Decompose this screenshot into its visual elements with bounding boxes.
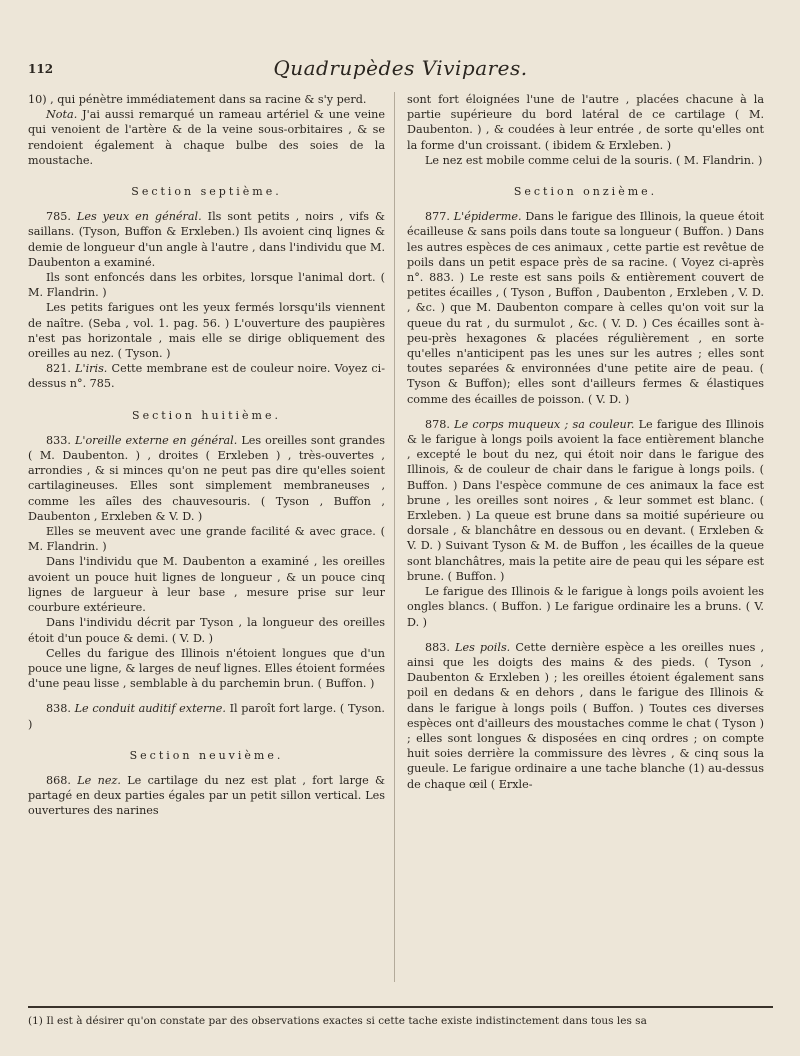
section-heading-11: Section onzième. bbox=[513, 185, 658, 199]
article-785: 785. Les yeux en général. Ils sont petits , noirs , vifs & saillans. (Tyson, Buffon & Erxleben.) Ils avoient cinq lignes & demie de longueur d'un angle à l'autre , dans l'individu que M. Daubenton a examiné. bbox=[28, 210, 385, 269]
article-868: 868. Le nez. Le cartilage du nez est plat , fort large & partagé en deux parties égales par un petit sillon vertical. Les ouvertures des narines bbox=[28, 773, 385, 818]
page-header bbox=[28, 56, 773, 86]
section-heading-9: Section neuvième. bbox=[129, 748, 284, 762]
page-number: 112 bbox=[28, 62, 54, 76]
paragraph: Le nez est mobile comme celui de la souris. ( M. Flandrin. ) bbox=[425, 153, 763, 167]
note-label: Nota. bbox=[46, 108, 78, 122]
article-878: 878. Le corps muqueux ; sa couleur. Le farigue des Illinois & le farigue à longs poils avoient la face entièrement blanche , excepté le bout du nez, qui étoit noir dans le farigue des Illinois, & de couleur de chair dans le farigue à longs poils. ( Buffon. ) Dans l'espèce commune de ces animaux la face est brune , les oreilles sont noires , & leur sommet est blanc. ( Erxleben. ) La queue est brune dans sa moitié supérieure ou dorsale , & blanchâtre en dessous ou en devant. ( Erxleben & V. D. ) Suivant Tyson & M. de Buffon , les écailles de la queue sont blanchâtres, mais la petite aire de peau qui les sépare est brune. ( Buffon. ) bbox=[407, 417, 764, 583]
left-column bbox=[28, 92, 385, 819]
footnote-rule bbox=[28, 1006, 773, 1008]
paragraph: sont fort éloignées l'une de l'autre , placées chacune à la partie supérieure du bord latéral de ce cartilage ( M. Daubenton. ) , & coudées à leur entrée , de sorte qu'elles ont la forme d'un croissant. ( ibidem & Erxleben. ) bbox=[407, 93, 764, 152]
paragraph: Ils sont enfoncés dans les orbites, lorsque l'animal dort. ( M. Flandrin. ) bbox=[28, 271, 385, 300]
paragraph: Les petits farigues ont les yeux fermés lorsqu'ils viennent de naître. (Seba , vol. 1. pag. 56. ) L'ouverture des paupières n'est pas horizontale , mais elle se dirige obliquement des oreilles au nez. ( Tyson. ) bbox=[28, 301, 385, 361]
running-title: Quadrupèdes Vivipares. bbox=[273, 56, 528, 80]
article-883: 883. Les poils. Cette dernière espèce a les oreilles nues , ainsi que les doigts des mains & des pieds. ( Tyson , Daubenton & Erxleben ) ; les oreilles étoient également sans poil en dedans & en dehors , dans le farigue des Illinois & dans le farigue à longs poils ( Buffon. ) Toutes ces diverses espèces ont d'ailleurs des moustaches comme le chat ( Tyson ) ; elles sont longues & disposées en cinq ordres ; on compte huit soies derrière la commissure des lèvres , & cinq sous la gueule. Le farigue ordinaire a une tache blanche (1) au-dessus de chaque œil ( Erxle- bbox=[407, 640, 765, 791]
section-heading-7: Section septième. bbox=[131, 185, 282, 199]
article-838: 838. Le conduit auditif externe. Il paroît fort large. ( Tyson. ) bbox=[28, 702, 385, 731]
note-paragraph: Nota. J'ai aussi remarqué un rameau artériel & une veine qui venoient de l'artère & de la veine sous-orbitaires , & se rendoient également à chaque bulbe des soies de la moustache. bbox=[28, 108, 385, 167]
section-heading-8: Section huitième. bbox=[132, 408, 281, 422]
paragraph: Le farigue des Illinois & le farigue à longs poils avoient les ongles blancs. ( Buffon. ) Le farigue ordinaire les a bruns. ( V. D. ) bbox=[407, 585, 764, 629]
paragraph: Dans l'individu décrit par Tyson , la longueur des oreilles étoit d'un pouce & demi. ( V. D. ) bbox=[28, 616, 385, 645]
article-877: 877. L'épiderme. Dans le farigue des Illinois, la queue étoit écailleuse & sans poils dans toute sa longueur ( Buffon. ) Dans les autres espèces de ces animaux , cette partie est revêtue de poils dans un petit espace près de sa racine. ( Voyez ci-après n°. 883. ) Le reste est sans poils & entièrement couvert de petites écailles , ( Tyson , Buffon , Daubenton , Erxleben , V. D. , &c. ) que M. Daubenton compare à celles qu'on voit sur la queue du rat , du surmulot , &c. ( V. D. ) Ces écailles sont à-peu-près hexagones & placées régulièrement , en sorte qu'elles n'anticipent pas les unes sur les autres ; elles sont toutes separées & environnées d'une petite aire de peau. ( Tyson & Buffon); elles sont d'ailleurs fermes & élastiques comme des écailles de poisson. ( V. D. ) bbox=[407, 210, 764, 406]
article-821: 821. L'iris. Cette membrane est de couleur noire. Voyez ci-dessus n°. 785. bbox=[28, 362, 385, 391]
article-833: 833. L'oreille externe en général. Les oreilles sont grandes ( M. Daubenton. ) , droites ( Erxleben ) , très-ouvertes , arrondies , & si minces qu'on ne peut pas dire qu'elles soient cartilagineuses. Elles sont simplement membraneuses , comme les aîles des chauvesouris. ( Tyson , Buffon , Daubenton , Erxleben & V. D. ) bbox=[28, 433, 385, 523]
column-divider bbox=[394, 92, 395, 982]
paragraph: Elles se meuvent avec une grande facilité & avec grace. ( M. Flandrin. ) bbox=[28, 525, 385, 554]
paragraph: Dans l'individu que M. Daubenton a examiné , les oreilles avoient un pouce huit lignes de longueur , & un pouce cinq lignes de largueur à leur base , mesure prise sur leur courbure extérieure. bbox=[28, 555, 385, 615]
right-column bbox=[407, 92, 764, 792]
paragraph: Celles du farigue des Illinois n'étoient longues que d'un pouce une ligne, & larges de neuf lignes. Elles étoient formées d'une peau lisse , semblable à du parchemin brun. ( Buffon. ) bbox=[28, 646, 386, 691]
footnote: (1) Il est à désirer qu'on constate par des observations exactes si cette tache existe indistinctement dans tous les sa bbox=[28, 1015, 647, 1027]
paragraph: 10) , qui pénètre immédiatement dans sa racine & s'y perd. bbox=[28, 93, 367, 106]
